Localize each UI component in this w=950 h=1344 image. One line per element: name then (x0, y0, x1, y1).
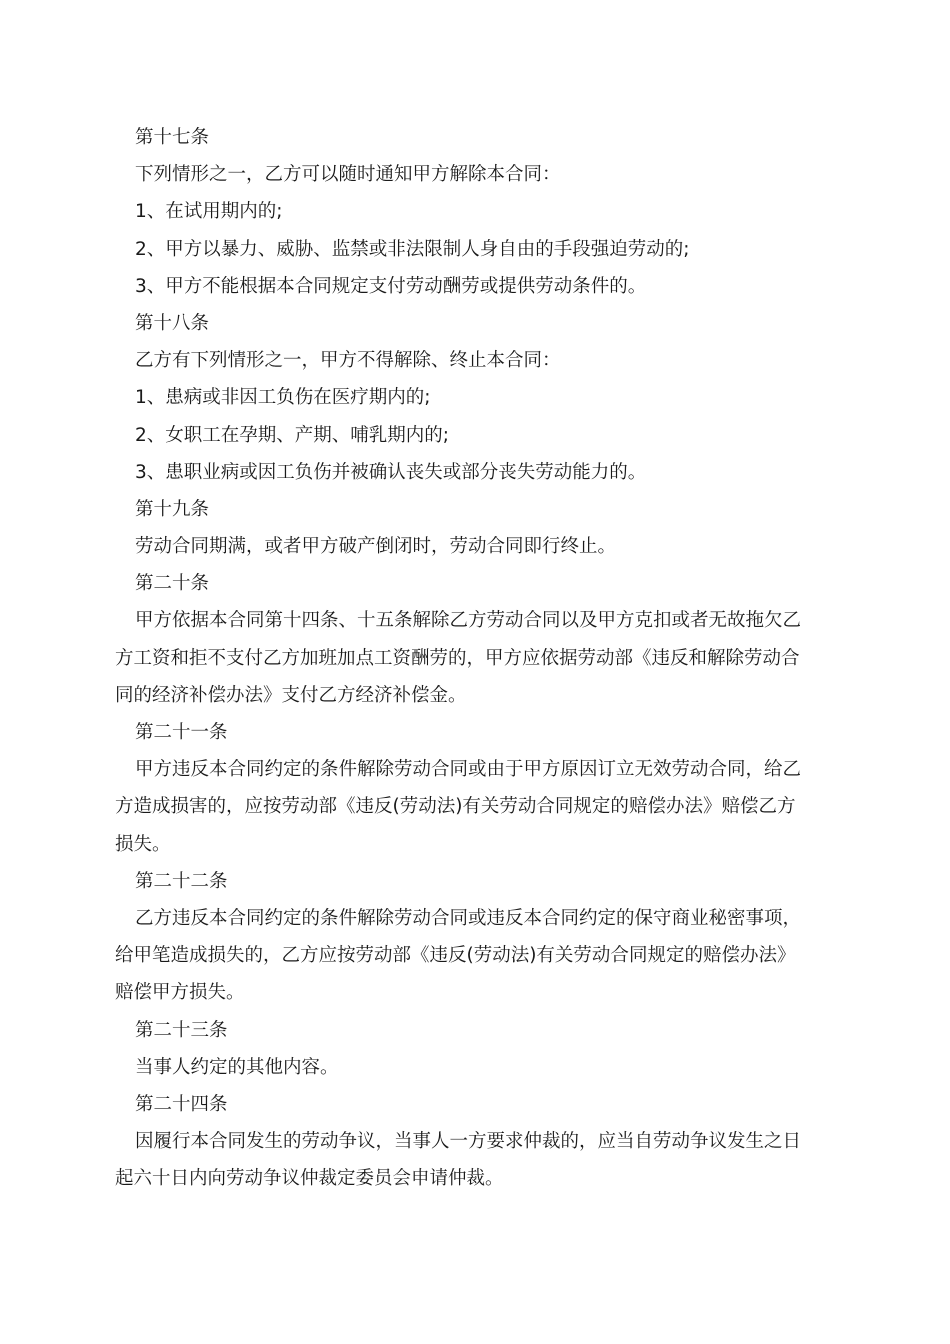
paragraph-line: 劳动合同期满，或者甲方破产倒闭时，劳动合同即行终止。 (135, 536, 617, 558)
list-item: 2、甲方以暴力、威胁、监禁或非法限制人身自由的手段强迫劳动的; (135, 238, 690, 260)
paragraph-line: 起六十日内向劳动争议仲裁定委员会申请仲裁。 (115, 1168, 504, 1190)
paragraph-line: 损失。 (115, 833, 171, 855)
article-heading: 第二十条 (135, 573, 210, 595)
list-item: 3、患职业病或因工负伤并被确认丧失或部分丧失劳动能力的。 (135, 461, 647, 483)
paragraph-line: 方工资和拒不支付乙方加班加点工资酬劳的，甲方应依据劳动部《违反和解除劳动合 (115, 647, 800, 669)
list-item: 1、患病或非因工负伤在医疗期内的; (135, 387, 431, 409)
paragraph-line: 当事人约定的其他内容。 (135, 1056, 339, 1078)
paragraph-line: 给甲笔造成损失的，乙方应按劳动部《违反(劳动法)有关劳动合同规定的赔偿办法》 (115, 945, 796, 967)
paragraph-line: 方造成损害的，应按劳动部《违反(劳动法)有关劳动合同规定的赔偿办法》赔偿乙方 (115, 796, 796, 818)
paragraph-line: 下列情形之一，乙方可以随时通知甲方解除本合同： (135, 164, 561, 186)
article-heading: 第十七条 (135, 127, 210, 148)
paragraph-line: 赔偿甲方损失。 (115, 982, 245, 1004)
paragraph-line: 甲方违反本合同约定的条件解除劳动合同或由于甲方原因订立无效劳动合同，给乙 (135, 759, 802, 781)
article-heading: 第二十一条 (135, 722, 228, 743)
paragraph-line: 乙方有下列情形之一，甲方不得解除、终止本合同： (135, 350, 561, 372)
article-heading: 第二十三条 (135, 1019, 228, 1041)
article-heading: 第二十四条 (135, 1093, 228, 1115)
paragraph-line: 因履行本合同发生的劳动争议，当事人一方要求仲裁的，应当自劳动争议发生之日 (135, 1131, 802, 1153)
paragraph-line: 乙方违反本合同约定的条件解除劳动合同或违反本合同约定的保守商业秘密事项， (135, 907, 802, 929)
list-item: 3、甲方不能根据本合同规定支付劳动酬劳或提供劳动条件的。 (135, 275, 647, 297)
article-heading: 第十八条 (135, 312, 210, 334)
paragraph-line: 同的经济补偿办法》支付乙方经济补偿金。 (115, 684, 467, 706)
paragraph-line: 甲方依据本合同第十四条、十五条解除乙方劳动合同以及甲方克扣或者无故拖欠乙 (135, 610, 802, 632)
list-item: 1、在试用期内的; (135, 201, 283, 223)
article-heading: 第二十二条 (135, 870, 228, 892)
list-item: 2、女职工在孕期、产期、哺乳期内的; (135, 424, 450, 446)
document-body (115, 119, 835, 1197)
article-heading: 第十九条 (135, 498, 210, 520)
